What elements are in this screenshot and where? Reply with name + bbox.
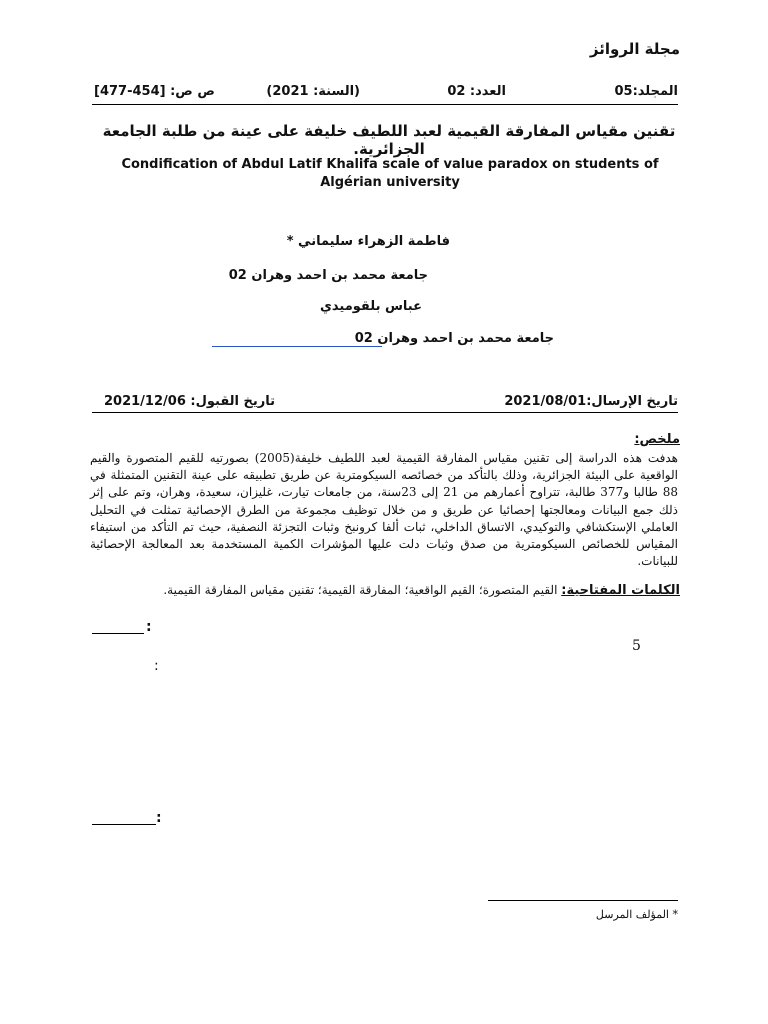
section-colon-3: : xyxy=(156,810,162,826)
dates-divider xyxy=(92,412,678,413)
section-colon-2: : xyxy=(154,658,159,674)
author-name-1: فاطمة الزهراء سليماني * xyxy=(286,234,450,249)
author-affiliation-2: جامعة محمد بن احمد وهران 02 xyxy=(354,331,554,346)
keywords-text: القيم المتصورة؛ القيم الواقعية؛ المفارقة القيمية؛ تقنين مقياس المفارقة القيمية. xyxy=(163,583,558,597)
submission-date: تاريخ الإرسال:2021/08/01 xyxy=(504,394,678,409)
footnote-corresponding-author: * المؤلف المرسل xyxy=(595,908,678,921)
pages-label: ص ص: [454-477] xyxy=(94,84,215,99)
article-title-english: Condification of Abdul Latif Khalifa scale of value paradox on students of Algérian university xyxy=(121,157,659,190)
page-number: 5 xyxy=(632,638,641,654)
abstract-heading: ملخص: xyxy=(634,432,680,447)
keywords-line xyxy=(90,583,680,598)
volume-label: المجلد:05 xyxy=(614,84,678,99)
footnote-divider xyxy=(488,900,678,901)
year-label: (السنة: 2021) xyxy=(266,84,360,99)
author-email-underline xyxy=(212,346,382,347)
section-underline-3 xyxy=(92,824,156,825)
author-affiliation-1: جامعة محمد بن احمد وهران 02 xyxy=(228,268,428,283)
author-name-2: عباس بلقوميدي xyxy=(319,299,422,314)
keywords-label: الكلمات المفتاحية: xyxy=(561,583,680,598)
journal-name: مجلة الروائز xyxy=(589,40,680,58)
header-divider xyxy=(92,104,678,105)
abstract-body: هدفت هذه الدراسة إلى تقنين مقياس المفارقة القيمية لعبد اللطيف خليفة(2005) بصورتيه للقيم المتصورة والقيم الواقعية على البيئة الجزائرية، وذلك بالتأكد من خصائصه السيكومترية عن طريق تطبيقه على عينة التقنين المتمثلة في 88 طالبا و377 طالبة، تتراوح أعمارهم من 21 إلى 23سنة، من جامعات تيارت، غليزان، سعيدة، وهران، وتم على إثر ذلك جمع البيانات ومعالجتها إحصائيا عن طريق و من خلال توظيف مجموعة من الطرق الإحصائية تمثلت في التحليل العاملي الإستكشافي والتوكيدي، الاتساق الداخلي، ثبات ألفا كرونبخ وثبات التجزئة النصفية، حيث تم التأكد من استيفاء المقياس للخصائص السيكومترية من صدق وثبات دلت عليها المؤشرات الكمية المستخدمة بعد المعالجة الإحصائية للبيانات. xyxy=(90,451,678,569)
article-title-arabic: تقنين مقياس المفارقة القيمية لعبد اللطيف خليفة على عينة من طلبة الجامعة الجزائرية. xyxy=(102,122,676,158)
issue-label: العدد: 02 xyxy=(447,84,506,99)
section-underline-1 xyxy=(92,633,144,634)
section-colon-1: : xyxy=(146,619,152,635)
acceptance-date: تاريخ القبول: 2021/12/06 xyxy=(104,394,276,409)
